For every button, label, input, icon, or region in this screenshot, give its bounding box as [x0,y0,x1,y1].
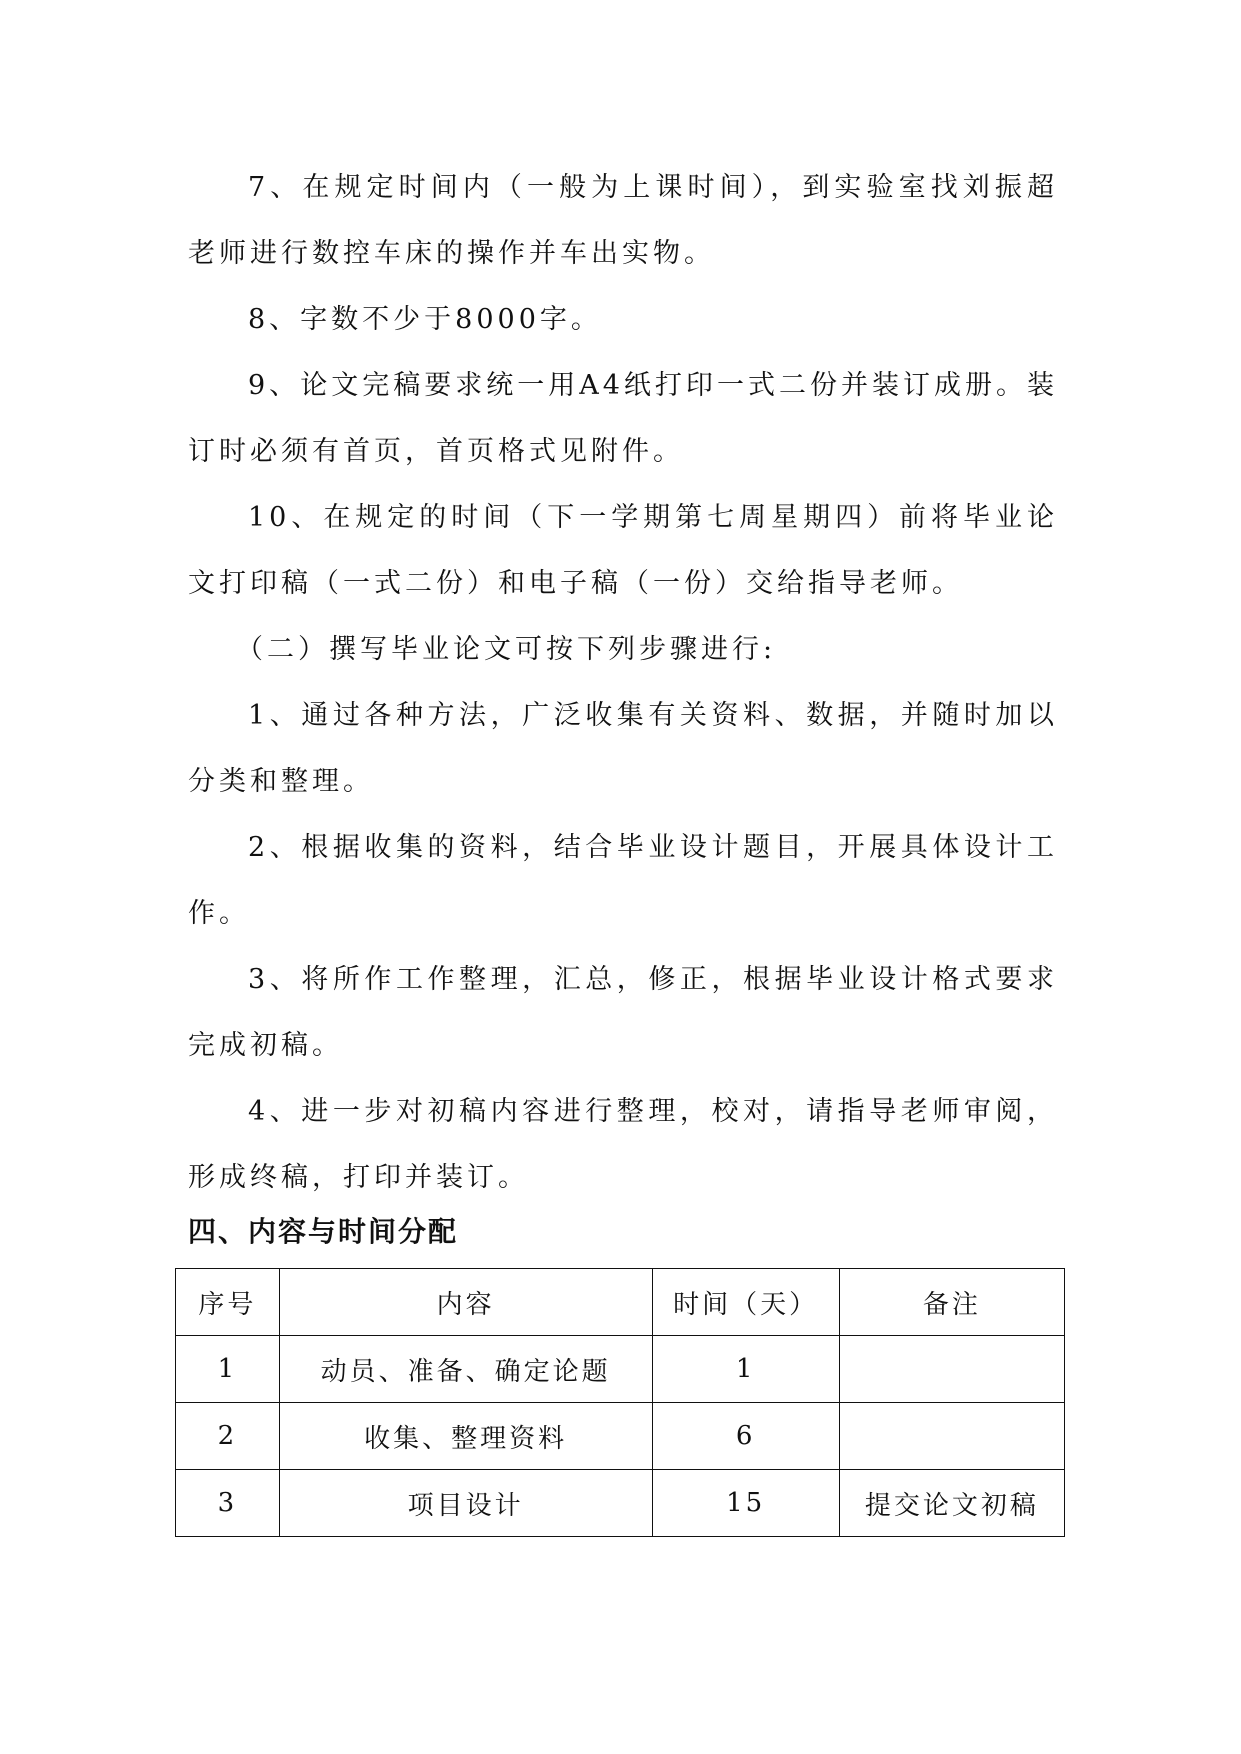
paragraph-item-10: 10、在规定的时间（下一学期第七周星期四）前将毕业论文打印稿（一式二份）和电子稿（一份）交给指导老师。 [188,502,1058,599]
table-cell-days: 6 [652,1403,839,1470]
section-title: 四、内容与时间分配 [188,1215,459,1248]
table-cell-content: 项目设计 [279,1470,652,1537]
table-cell-index: 2 [176,1403,280,1470]
table-header-row [176,1269,1065,1336]
table-cell-index: 1 [176,1336,280,1403]
column-header-index: 序号 [176,1269,280,1336]
table-cell-index: 3 [176,1470,280,1537]
paragraph-item-7: 7、在规定时间内（一般为上课时间），到实验室找刘振超老师进行数控车床的操作并车出实物。 [188,172,1058,269]
paragraph-step-4: 4、进一步对初稿内容进行整理，校对，请指导老师审阅，形成终稿，打印并装订。 [188,1096,1058,1193]
column-header-remarks: 备注 [839,1269,1064,1336]
table-row [176,1403,1065,1470]
table-row [176,1336,1065,1403]
table-cell-days: 15 [652,1470,839,1537]
schedule-table [175,1268,1065,1537]
column-header-days: 时间（天） [652,1269,839,1336]
body-text [188,155,1058,1211]
paragraph-item-9: 9、论文完稿要求统一用A4纸打印一式二份并装订成册。装订时必须有首页，首页格式见附件。 [188,370,1058,467]
paragraph-item-8: 8、字数不少于8000字。 [248,304,602,335]
paragraph-step-2: 2、根据收集的资料，结合毕业设计题目，开展具体设计工作。 [188,832,1058,929]
subsection-heading: （二）撰写毕业论文可按下列步骤进行: [236,634,777,665]
column-header-content: 内容 [279,1269,652,1336]
table-cell-remarks [839,1336,1064,1403]
paragraph-step-1: 1、通过各种方法，广泛收集有关资料、数据，并随时加以分类和整理。 [188,700,1058,797]
table-cell-remarks [839,1403,1064,1470]
table-cell-days: 1 [652,1336,839,1403]
table-row [176,1470,1065,1537]
table-cell-content: 收集、整理资料 [279,1403,652,1470]
table-cell-remarks: 提交论文初稿 [839,1470,1064,1537]
table-cell-content: 动员、准备、确定论题 [279,1336,652,1403]
paragraph-step-3: 3、将所作工作整理，汇总，修正，根据毕业设计格式要求完成初稿。 [188,964,1058,1061]
